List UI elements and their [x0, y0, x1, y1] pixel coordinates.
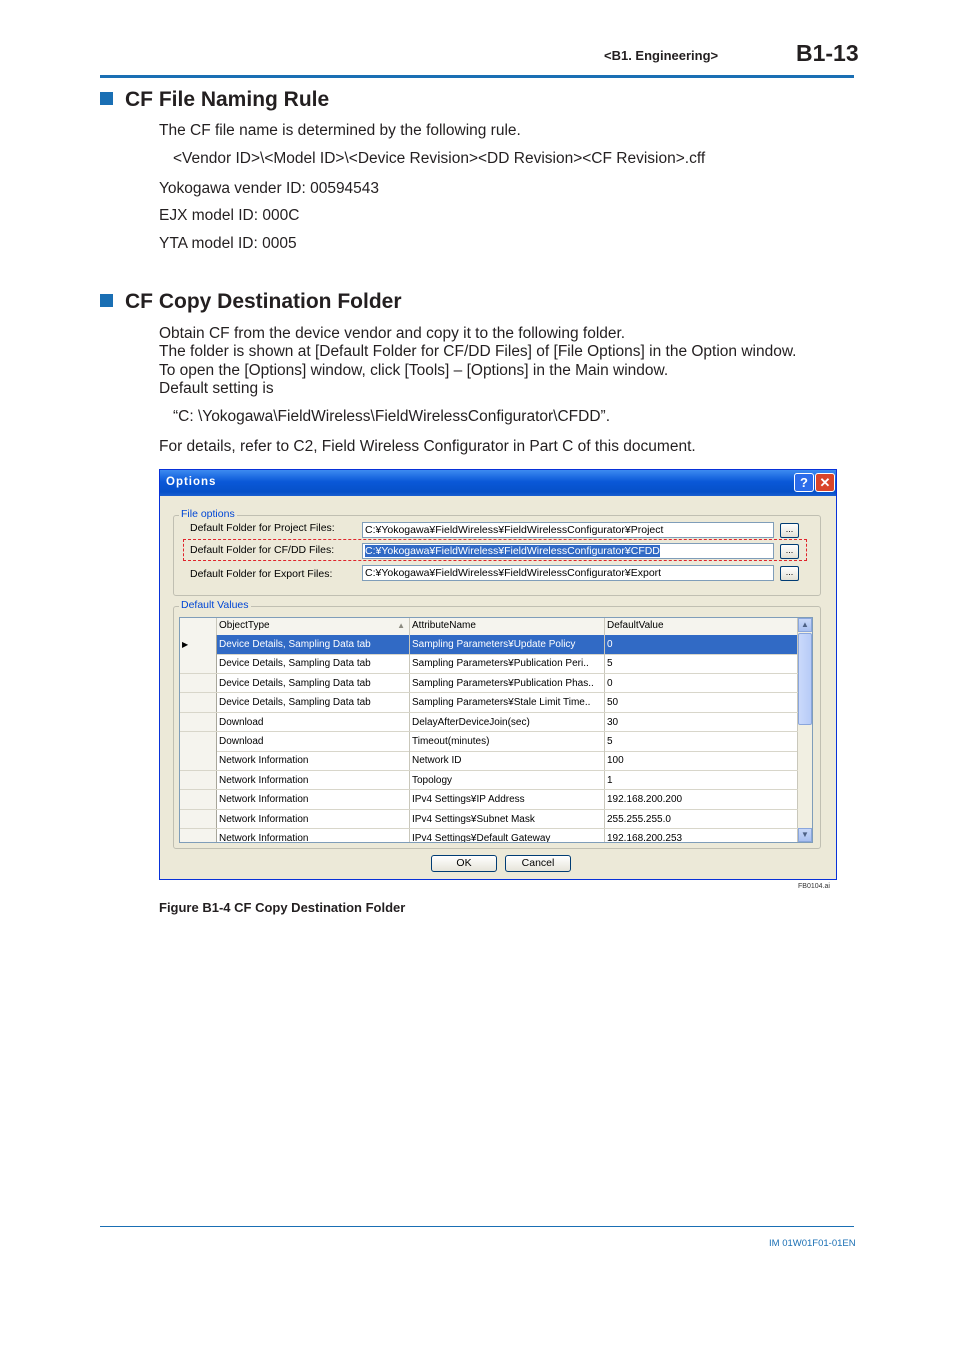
- default-values-legend: Default Values: [181, 599, 249, 611]
- help-button[interactable]: ?: [794, 473, 814, 492]
- cell-attributename[interactable]: IPv4 Settings¥Default Gateway: [410, 829, 605, 843]
- cell-attributename[interactable]: IPv4 Settings¥IP Address: [410, 790, 605, 809]
- default-path: “C: \Yokogawa\FieldWireless\FieldWirelessConfigurator\CFDD”.: [173, 408, 610, 425]
- cfdd-browse-button[interactable]: ...: [780, 544, 799, 559]
- cell-defaultvalue[interactable]: 255.255.255.0: [605, 810, 798, 829]
- table-row[interactable]: [180, 810, 798, 830]
- cell-objecttype[interactable]: Network Information: [217, 829, 410, 843]
- row-header[interactable]: [180, 829, 217, 843]
- cell-attributename[interactable]: Sampling Parameters¥Publication Peri..: [410, 654, 605, 673]
- footer-rule: [100, 1226, 854, 1227]
- table-row[interactable]: [180, 771, 798, 791]
- naming-rule: <Vendor ID>\<Model ID>\<Device Revision><DD Revision><CF Revision>.cff: [173, 150, 706, 167]
- table-row[interactable]: [180, 829, 798, 843]
- header-rule: [100, 75, 854, 78]
- cell-attributename[interactable]: Timeout(minutes): [410, 732, 605, 751]
- highlight-box: [183, 539, 807, 561]
- row-header[interactable]: [180, 732, 217, 751]
- close-button[interactable]: ✕: [815, 473, 835, 492]
- cell-objecttype[interactable]: Device Details, Sampling Data tab: [217, 674, 410, 693]
- row-header[interactable]: [180, 674, 217, 693]
- destination-line-2: The folder is shown at [Default Folder for CF/DD Files] of [File Options] in the Option window.: [159, 343, 797, 360]
- dialog-titlebar: [160, 470, 836, 496]
- project-browse-button[interactable]: ...: [780, 523, 799, 538]
- grid-header: [180, 618, 798, 636]
- cell-defaultvalue[interactable]: 5: [605, 732, 798, 751]
- figure-id: FB0104.ai: [798, 883, 830, 890]
- file-options-legend: File options: [181, 508, 235, 520]
- cell-objecttype[interactable]: Device Details, Sampling Data tab: [217, 654, 410, 673]
- chapter-title: <B1. Engineering>: [604, 48, 719, 63]
- cell-defaultvalue[interactable]: 192.168.200.200: [605, 790, 798, 809]
- column-attributename[interactable]: AttributeName: [410, 618, 605, 635]
- cell-defaultvalue[interactable]: 100: [605, 751, 798, 770]
- dialog-title: Options: [166, 476, 217, 488]
- cell-attributename[interactable]: Sampling Parameters¥Update Policy: [410, 635, 605, 654]
- table-row[interactable]: [180, 713, 798, 733]
- cell-objecttype[interactable]: Network Information: [217, 810, 410, 829]
- cell-defaultvalue[interactable]: 0: [605, 674, 798, 693]
- page-number: B1-13: [796, 40, 859, 66]
- destination-line-4: Default setting is: [159, 380, 274, 397]
- cell-objecttype[interactable]: Device Details, Sampling Data tab: [217, 635, 410, 654]
- table-row[interactable]: [180, 790, 798, 810]
- row-header[interactable]: [180, 771, 217, 790]
- export-browse-button[interactable]: ...: [780, 566, 799, 581]
- row-header[interactable]: [180, 713, 217, 732]
- cell-attributename[interactable]: Network ID: [410, 751, 605, 770]
- cell-defaultvalue[interactable]: 192.168.200.253: [605, 829, 798, 843]
- row-pointer-icon: ▶: [182, 640, 189, 649]
- cell-attributename[interactable]: Sampling Parameters¥Stale Limit Time..: [410, 693, 605, 712]
- cancel-button[interactable]: Cancel: [505, 855, 571, 872]
- cell-defaultvalue[interactable]: 1: [605, 771, 798, 790]
- row-header[interactable]: [180, 654, 217, 673]
- column-objecttype[interactable]: ObjectType ▲: [217, 618, 410, 635]
- cell-defaultvalue[interactable]: 50: [605, 693, 798, 712]
- cell-objecttype[interactable]: Device Details, Sampling Data tab: [217, 693, 410, 712]
- cell-attributename[interactable]: IPv4 Settings¥Subnet Mask: [410, 810, 605, 829]
- sort-ascending-icon: ▲: [397, 621, 405, 630]
- column-defaultvalue[interactable]: DefaultValue: [605, 618, 798, 635]
- scroll-thumb[interactable]: [798, 633, 812, 725]
- table-row[interactable]: [180, 693, 798, 713]
- square-bullet-icon: [100, 294, 113, 307]
- yta-model-id: YTA model ID: 0005: [159, 235, 297, 252]
- cell-attributename[interactable]: Topology: [410, 771, 605, 790]
- square-bullet-icon: [100, 92, 113, 105]
- cell-defaultvalue[interactable]: 0: [605, 635, 798, 654]
- table-row[interactable]: [180, 751, 798, 771]
- project-folder-label: Default Folder for Project Files:: [190, 522, 335, 534]
- figure-caption: Figure B1-4 CF Copy Destination Folder: [159, 900, 406, 915]
- cell-objecttype[interactable]: Download: [217, 732, 410, 751]
- document-id: IM 01W01F01-01EN: [769, 1238, 856, 1249]
- cell-objecttype[interactable]: Network Information: [217, 771, 410, 790]
- cell-attributename[interactable]: Sampling Parameters¥Publication Phas..: [410, 674, 605, 693]
- row-header[interactable]: [180, 635, 217, 654]
- row-header[interactable]: [180, 790, 217, 809]
- export-folder-label: Default Folder for Export Files:: [190, 568, 333, 580]
- cell-objecttype[interactable]: Network Information: [217, 790, 410, 809]
- table-row[interactable]: [180, 732, 798, 752]
- row-header-column: [180, 618, 217, 635]
- row-header[interactable]: [180, 810, 217, 829]
- table-row[interactable]: [180, 674, 798, 694]
- details-reference: For details, refer to C2, Field Wireless Configurator in Part C of this document.: [159, 438, 696, 455]
- destination-line-3: To open the [Options] window, click [Tools] – [Options] in the Main window.: [159, 362, 669, 379]
- ok-button[interactable]: OK: [431, 855, 497, 872]
- default-values-grid: [179, 617, 813, 843]
- vertical-scrollbar[interactable]: [798, 618, 812, 842]
- ejx-model-id: EJX model ID: 000C: [159, 207, 300, 224]
- row-header[interactable]: [180, 751, 217, 770]
- cell-defaultvalue[interactable]: 5: [605, 654, 798, 673]
- export-folder-input[interactable]: C:¥Yokogawa¥FieldWireless¥FieldWirelessConfigurator¥Export: [362, 565, 774, 581]
- cell-objecttype[interactable]: Network Information: [217, 751, 410, 770]
- table-row[interactable]: [180, 635, 798, 655]
- table-row[interactable]: [180, 654, 798, 674]
- scroll-up-icon[interactable]: ▲: [798, 618, 812, 632]
- vendor-id: Yokogawa vender ID: 00594543: [159, 180, 380, 197]
- cfdd-folder-value: C:¥Yokogawa¥FieldWireless¥FieldWirelessConfigurator¥CFDD: [365, 545, 660, 557]
- row-header[interactable]: [180, 693, 217, 712]
- options-dialog: [159, 469, 837, 880]
- section-heading-destination: CF Copy Destination Folder: [100, 290, 402, 314]
- naming-intro: The CF file name is determined by the following rule.: [159, 122, 521, 139]
- destination-line-1: Obtain CF from the device vendor and copy it to the following folder.: [159, 325, 626, 342]
- section-heading-naming: CF File Naming Rule: [100, 88, 329, 112]
- cell-attributename[interactable]: DelayAfterDeviceJoin(sec): [410, 713, 605, 732]
- cell-objecttype[interactable]: Download: [217, 713, 410, 732]
- cell-defaultvalue[interactable]: 30: [605, 713, 798, 732]
- scroll-down-icon[interactable]: ▼: [798, 828, 812, 842]
- project-folder-input[interactable]: C:¥Yokogawa¥FieldWireless¥FieldWirelessConfigurator¥Project: [362, 522, 774, 538]
- cfdd-folder-label: Default Folder for CF/DD Files:: [190, 544, 335, 556]
